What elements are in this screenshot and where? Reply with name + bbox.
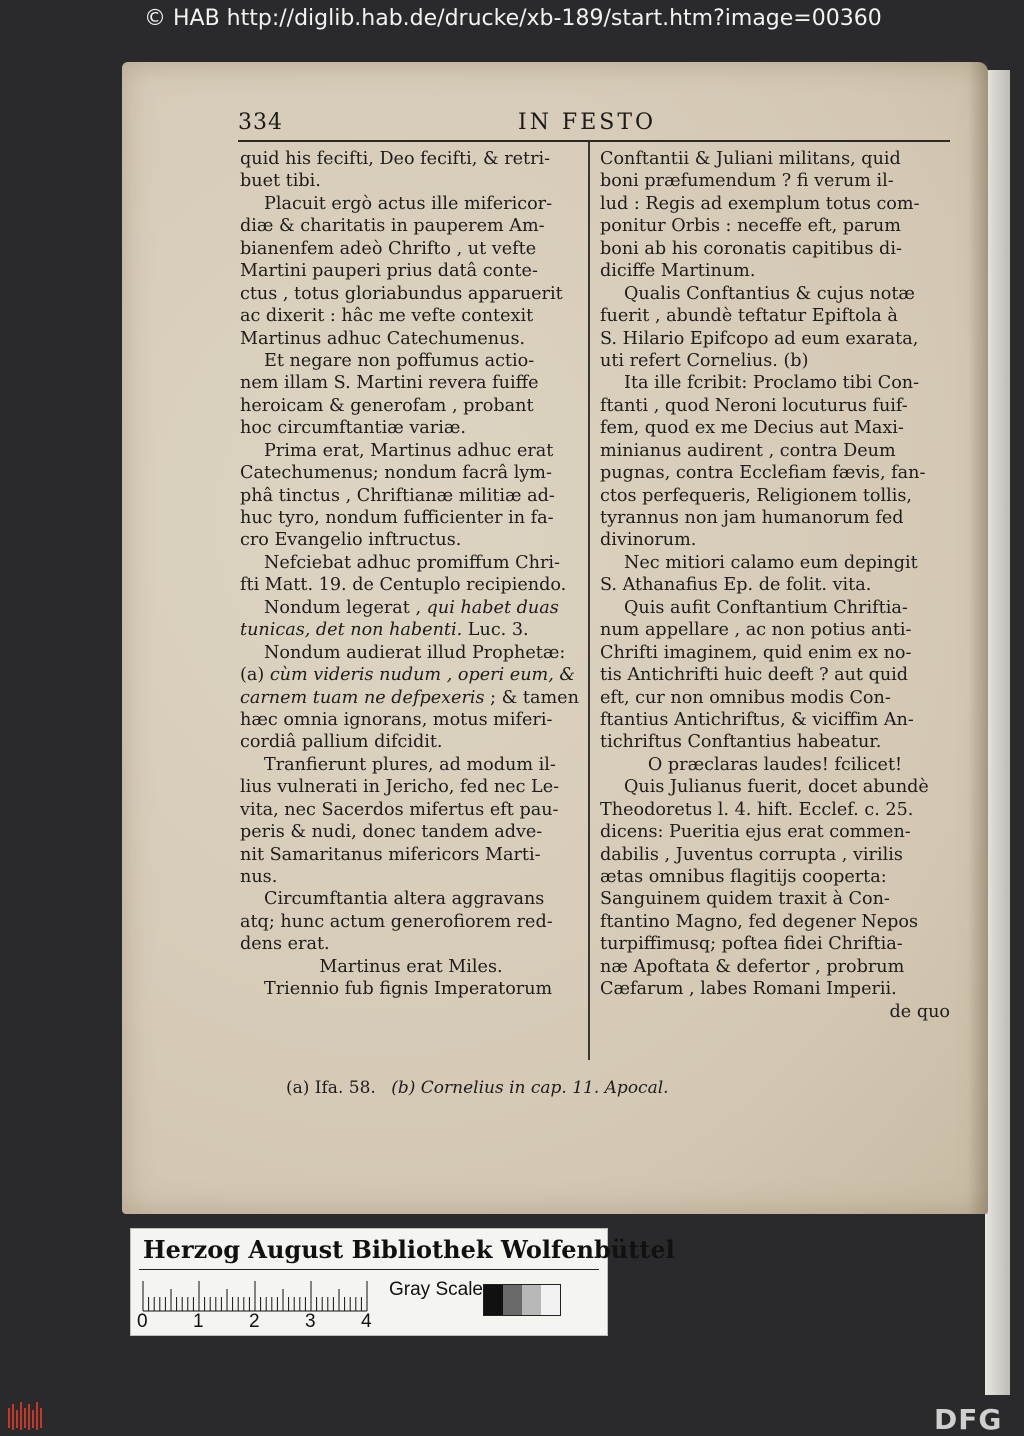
copyright-link[interactable]: © HAB http://diglib.hab.de/drucke/xb-189/start.htm?image=00360 <box>144 6 882 31</box>
text-line: Martini pauperi prius datâ conte- <box>240 261 538 282</box>
ruler <box>141 1277 379 1313</box>
text-line: fem, quod ex me Decius aut Maxi- <box>600 418 904 439</box>
ruler-number: 4 <box>361 1311 372 1332</box>
footer-bar <box>0 1398 1024 1436</box>
text-line: lud : Regis ad exemplum totus com- <box>600 193 920 214</box>
ruler-ticks <box>141 1277 379 1313</box>
gray-swatch-light <box>522 1285 541 1315</box>
gray-swatch-white <box>541 1285 560 1315</box>
left-text-column <box>240 148 582 1001</box>
text-line: fti Matt. 19. de Centuplo recipiendo. <box>240 575 567 596</box>
text-line: bianenfem adeò Chrifto , ut vefte <box>240 238 537 259</box>
dfg-logo: DFG <box>934 1403 1003 1436</box>
text-line: ctos perfequeris, Religionem tollis, <box>600 485 912 506</box>
text-line: ftanti , quod Neroni locuturus fuif- <box>600 395 908 416</box>
text-line: dens erat. <box>240 934 330 955</box>
text-line: buet tibi. <box>240 171 321 192</box>
running-title: IN FESTO <box>518 110 657 135</box>
text-line: lius vulnerati in Jericho, fed nec Le- <box>240 777 560 798</box>
text-line: O præclaras laudes! fcilicet! <box>647 754 903 775</box>
hab-logo-icon <box>6 1400 46 1432</box>
calibration-card <box>130 1228 675 1336</box>
footnote-a: (a) Ifa. 58. <box>286 1078 376 1098</box>
ruler-number: 0 <box>137 1311 148 1332</box>
ruler-number: 3 <box>305 1311 316 1332</box>
calibration-divider <box>139 1269 599 1270</box>
text-line: dabilis , Juventus corrupta , virilis <box>600 844 903 865</box>
text-line: Nefciebat adhuc promiffum Chri- <box>264 552 560 573</box>
text-line: ætas omnibus flagitijs cooperta: <box>600 867 887 887</box>
text-line: Martinus erat Miles. <box>319 956 503 977</box>
library-name: Herzog August Bibliothek Wolfenbüttel <box>143 1235 675 1264</box>
text-line: Cæfarum , labes Romani Imperii. <box>600 979 897 1000</box>
text-line: tunicas, det non habenti. Luc. 3. <box>240 620 529 641</box>
text-line: nit Samaritanus mifericors Marti- <box>240 844 541 865</box>
text-line: fuerit , abundè teftatur Epiftola à <box>600 306 898 327</box>
gray-scale-label: Gray Scale <box>389 1279 483 1300</box>
text-line: Nondum legerat , qui habet duas <box>264 597 559 618</box>
text-line: Sanguinem quidem traxit à Con- <box>600 889 890 910</box>
gray-swatch-dark <box>503 1285 522 1315</box>
text-line: de quo <box>889 1001 950 1022</box>
text-line: Nondum audierat illud Prophetæ: <box>264 642 566 663</box>
text-line: ftantius Antichriftus, & viciffim An- <box>600 709 914 730</box>
ruler-number: 2 <box>249 1311 260 1332</box>
text-line: pugnas, contra Ecclefiam fævis, fan- <box>600 463 926 484</box>
text-line: boni præfumendum ? fi verum il- <box>600 171 894 192</box>
text-line: cordiâ pallium difcidit. <box>240 732 443 753</box>
page-header <box>238 110 950 140</box>
text-line: (a) cùm videris nudum , operi eum, & <box>240 665 576 686</box>
text-line: tyrannus non jam humanorum fed <box>600 508 904 528</box>
text-line: Qualis Conftantius & cujus notæ <box>624 283 915 304</box>
text-line: eft, cur non omnibus modis Con- <box>600 687 891 708</box>
text-line: num appellare , ac non potius anti- <box>600 620 912 641</box>
text-line: Conftantii & Juliani militans, quid <box>600 149 901 169</box>
text-line: diciffe Martinum. <box>600 261 756 282</box>
text-line: quid his fecifti, Deo fecifti, & retri- <box>240 149 551 169</box>
page-gutter-shadow <box>968 62 988 1214</box>
text-line: phâ tinctus , Chriftianæ militiæ ad- <box>240 485 555 506</box>
next-page-edge <box>985 70 1010 1395</box>
text-line: S. Hilario Epifcopo ad eum exarata, <box>600 328 919 349</box>
gray-swatch-black <box>484 1285 503 1315</box>
text-line: tis Antichrifti huic deeft ? aut quid <box>600 665 909 686</box>
text-line: ftantino Magno, fed degener Nepos <box>600 911 919 932</box>
text-line: Triennio fub fignis Imperatorum <box>264 979 553 1000</box>
text-line: uti refert Cornelius. (b) <box>600 350 809 371</box>
text-line: nus. <box>240 867 278 887</box>
text-line: Circumftantia altera aggravans <box>264 889 545 910</box>
column-divider <box>588 142 590 1060</box>
text-line: diæ & charitatis in pauperem Am- <box>240 216 545 237</box>
text-line: boni ab his coronatis capitibus di- <box>600 238 902 259</box>
text-line: nem illam S. Martini revera fuiffe <box>240 373 539 394</box>
footnote-b: (b) Cornelius in cap. 11. Apocal. <box>391 1078 669 1098</box>
text-line: vita, nec Sacerdos mifertus eft pau- <box>240 799 559 820</box>
text-line: hæc omnia ignorans, motus miferi- <box>240 709 553 730</box>
text-line: næ Apoftata & defertor , probrum <box>600 956 905 977</box>
right-text-column <box>600 148 950 1023</box>
text-line: divinorum. <box>600 530 697 551</box>
text-line: Ita ille fcribit: Proclamo tibi Con- <box>624 373 920 394</box>
text-line: cro Evangelio inftructus. <box>240 530 462 551</box>
text-line: tichriftus Conftantius habeatur. <box>600 732 882 753</box>
text-line: Quis Julianus fuerit, docet abundè <box>624 777 929 798</box>
text-line: Quis aufit Conftantium Chriftia- <box>624 597 908 618</box>
text-line: minianus audirent , contra Deum <box>600 440 896 461</box>
text-line: dicens: Pueritia ejus erat commen- <box>600 822 911 843</box>
text-line: Nec mitiori calamo eum depingit <box>624 552 918 573</box>
text-line: Placuit ergò actus ille mifericor- <box>264 193 553 214</box>
text-line: Tranfierunt plures, ad modum il- <box>264 754 556 775</box>
text-line: Martinus adhuc Catechumenus. <box>240 328 526 349</box>
text-line: Catechumenus; nondum facrâ lym- <box>240 463 552 484</box>
header-rule <box>238 140 950 142</box>
gray-scale-swatch <box>483 1284 561 1316</box>
text-line: turpiffimusq; poftea fidei Chriftia- <box>600 934 903 955</box>
page-number: 334 <box>238 110 283 135</box>
text-line: S. Athanafius Ep. de folit. vita. <box>600 575 872 596</box>
text-line: huc tyro, nondum fufficienter in fa- <box>240 508 554 528</box>
text-line: hoc circumftantiæ variæ. <box>240 418 466 439</box>
text-line: Et negare non poffumus actio- <box>264 350 535 371</box>
text-line: Chrifti imaginem, quid enim ex no- <box>600 642 912 663</box>
text-line: Theodoretus l. 4. hift. Ecclef. c. 25. <box>600 799 914 820</box>
text-line: peris & nudi, donec tandem adve- <box>240 822 543 843</box>
text-line: Prima erat, Martinus adhuc erat <box>264 440 554 461</box>
text-line: ponitur Orbis : neceffe eft, parum <box>600 216 901 237</box>
ruler-number: 1 <box>193 1311 204 1332</box>
text-line: carnem tuam ne defpexeris ; & tamen <box>240 687 579 708</box>
footnotes <box>286 1078 679 1098</box>
text-line: ac dixerit : hâc me vefte contexit <box>240 306 534 327</box>
text-line: heroicam & generofam , probant <box>240 395 534 416</box>
text-line: ctus , totus gloriabundus apparuerit <box>240 283 563 304</box>
text-line: atq; hunc actum generofiorem red- <box>240 911 553 932</box>
